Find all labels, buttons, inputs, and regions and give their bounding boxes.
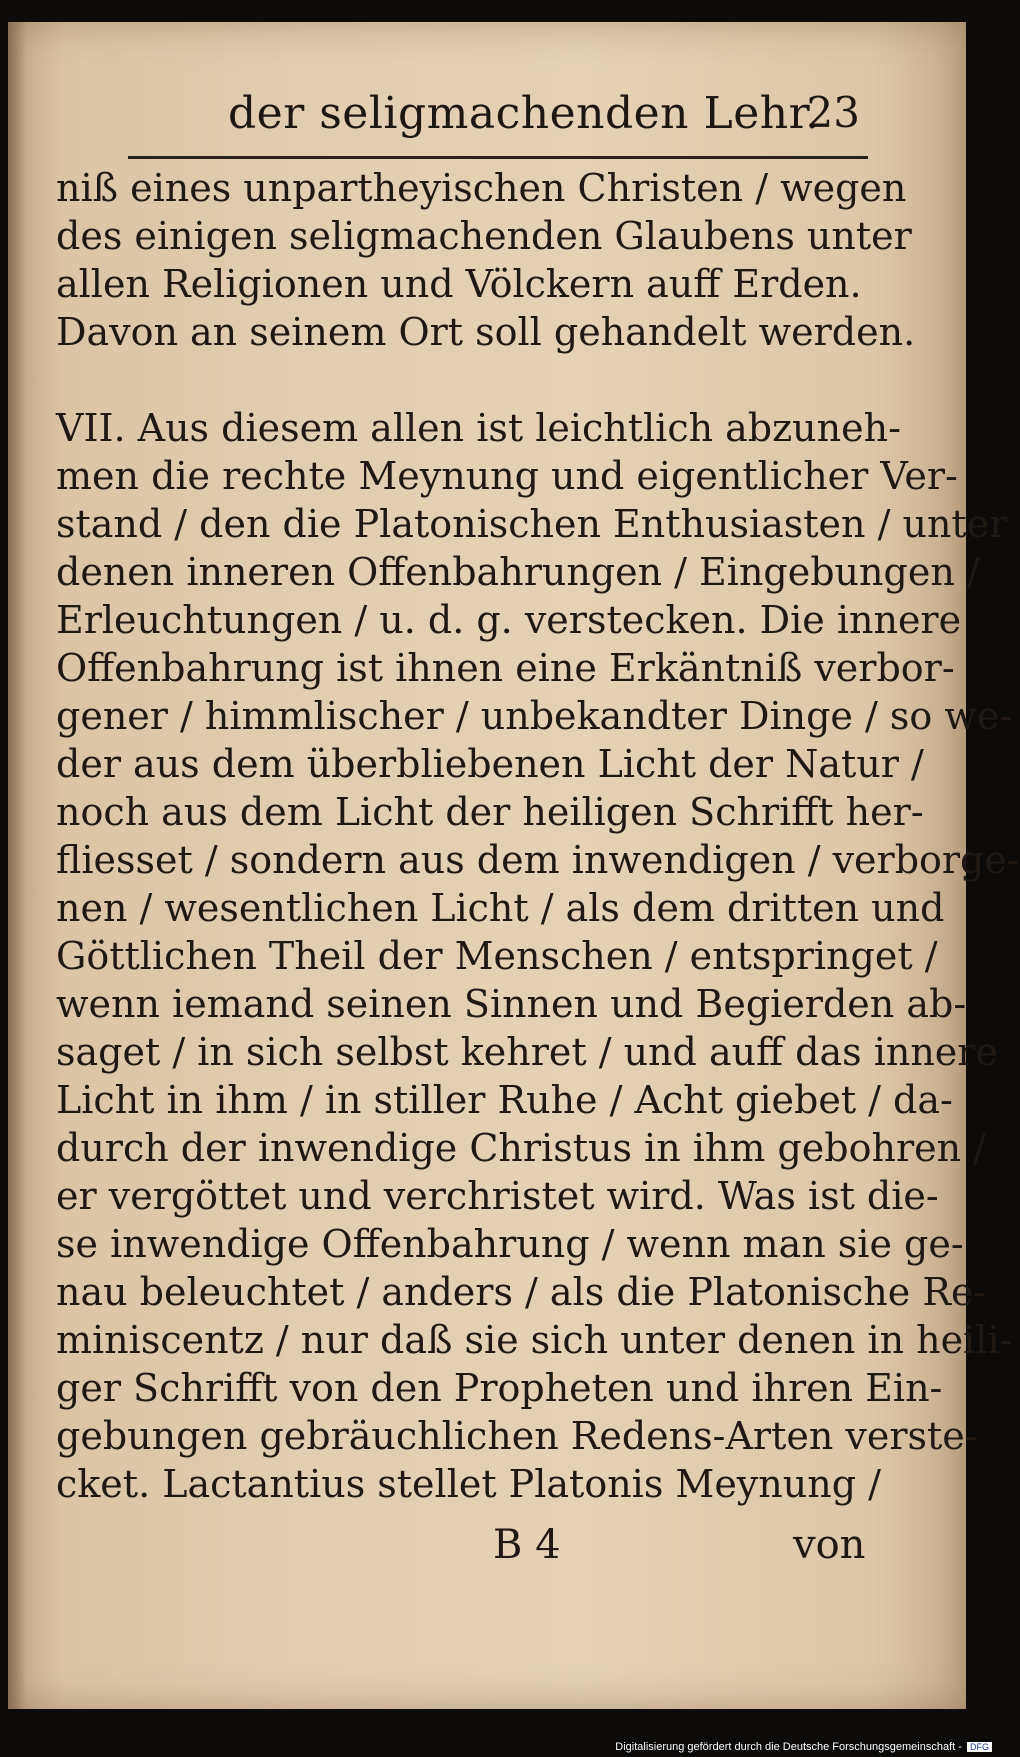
text-line: stand / den die Platonischen Enthusiasten / unter — [56, 502, 1008, 546]
text-line: fliesset / sondern aus dem inwendigen / verborge- — [56, 838, 1020, 882]
text-line: denen inneren Offenbahrungen / Eingebungen / — [56, 550, 980, 594]
text-line: nau beleuchtet / anders / als die Platonische Re- — [56, 1270, 987, 1314]
text-line: durch der inwendige Christus in ihm gebohren / — [56, 1126, 986, 1170]
text-line: miniscentz / nur daß sie sich unter denen in heili- — [56, 1318, 1013, 1362]
text-line: men die rechte Meynung und eigentlicher Ver- — [56, 454, 958, 498]
text-line: der aus dem überbliebenen Licht der Natur / — [56, 742, 924, 786]
catchword: von — [793, 1522, 866, 1568]
text-line: wenn iemand seinen Sinnen und Begierden ab- — [56, 982, 967, 1026]
text-line: gebungen gebräuchlichen Redens-Arten verste- — [56, 1414, 978, 1458]
text-line: gener / himmlischer / unbekandter Dinge / so we- — [56, 694, 1013, 738]
credit-text: Digitalisierung gefördert durch die Deutsche Forschungsgemeinschaft - — [615, 1741, 962, 1753]
paragraph-break — [56, 356, 876, 404]
text-line: Licht in ihm / in stiller Ruhe / Acht giebet / da- — [56, 1078, 953, 1122]
page-gutter-shadow — [8, 22, 26, 1709]
signature-mark: B 4 — [493, 1522, 561, 1568]
text-line: allen Religionen und Völckern auff Erden. — [56, 262, 862, 306]
text-line: Davon an seinem Ort soll gehandelt werden. — [56, 310, 916, 354]
body-text — [56, 164, 1020, 1508]
text-line: VII. Aus diesem allen ist leichtlich abzuneh- — [56, 406, 901, 450]
text-line: niß eines unpartheyischen Christen / wegen — [56, 166, 907, 210]
text-line: saget / in sich selbst kehret / und auff das innere — [56, 1030, 998, 1074]
text-line: cket. Lactantius stellet Platonis Meynung / — [56, 1462, 881, 1506]
text-line: Offenbahrung ist ihnen eine Erkäntniß verbor- — [56, 646, 955, 690]
header-rule — [128, 156, 868, 159]
page-footer — [8, 1522, 966, 1582]
text-line: noch aus dem Licht der heiligen Schrifft her- — [56, 790, 924, 834]
dfg-logo-icon: DFG — [967, 1742, 992, 1752]
page-header — [128, 82, 868, 152]
text-line: se inwendige Offenbahrung / wenn man sie ge- — [56, 1222, 964, 1266]
running-title: der seligmachenden Lehr. — [228, 88, 820, 139]
text-line: ger Schrifft von den Propheten und ihren Ein- — [56, 1366, 943, 1410]
text-line: er vergöttet und verchristet wird. Was ist die- — [56, 1174, 939, 1218]
digitization-credit — [615, 1741, 992, 1753]
text-line: des einigen seligmachenden Glaubens unter — [56, 214, 912, 258]
page-number: 23 — [806, 88, 860, 137]
text-line: Erleuchtungen / u. d. g. verstecken. Die innere — [56, 598, 962, 642]
book-page — [8, 22, 1020, 1709]
text-line: Göttlichen Theil der Menschen / entspringet / — [56, 934, 938, 978]
text-line: nen / wesentlichen Licht / als dem dritten und — [56, 886, 945, 930]
